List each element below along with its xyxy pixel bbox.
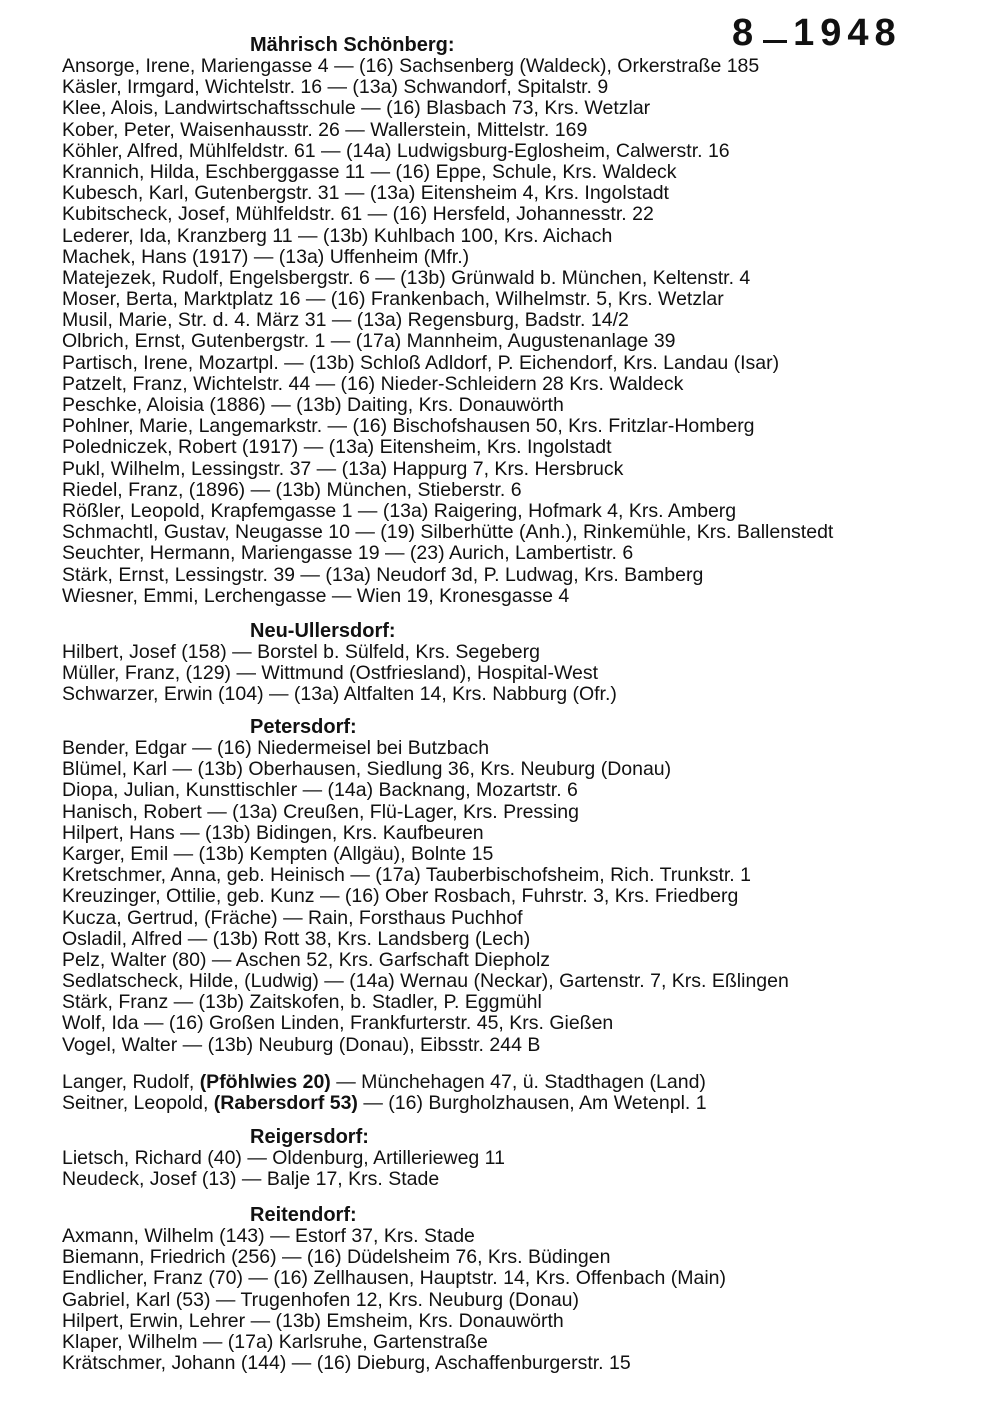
list-entry: Gabriel, Karl (53) — Trugenhofen 12, Krs. Neuburg (Donau) (62, 1288, 580, 1311)
list-entry: Vogel, Walter — (13b) Neuburg (Donau), Eibsstr. 244 B (62, 1033, 541, 1056)
section-petersdorf (62, 716, 960, 1056)
list-entry: Pelz, Walter (80) — Aschen 52, Krs. Garfschaft Diepholz (62, 948, 551, 971)
list-entry (62, 1072, 960, 1093)
list-entry: Schmachtl, Gustav, Neugasse 10 — (19) Silberhütte (Anh.), Rinkemühle, Krs. Ballenstedt (62, 521, 834, 544)
list-entry: Moser, Berta, Marktplatz 16 — (16) Frankenbach, Wilhelmstr. 5, Krs. Wetzlar (62, 288, 724, 311)
list-entry: Poledniczek, Robert (1917) — (13a) Eitensheim, Krs. Ingolstadt (62, 436, 612, 459)
entry-address: — (16) Burgholzhausen, Am Wetenpl. 1 (357, 1092, 707, 1115)
section-heading: Reigersdorf: (250, 1126, 369, 1148)
list-entry: Peschke, Aloisia (1886) — (13b) Daiting, Krs. Donauwörth (62, 394, 564, 416)
list-entry: Osladil, Alfred — (13b) Rott 38, Krs. Landsberg (Lech) (62, 927, 531, 950)
list-entry: Rößler, Leopold, Krapfemgasse 1 — (13a) Raigering, Hofmark 4, Krs. Amberg (62, 499, 737, 522)
list-entry: Olbrich, Ernst, Gutenbergstr. 1 — (17a) Mannheim, Augustenanlage 39 (62, 330, 676, 353)
section-misc-entries (62, 1072, 960, 1114)
section-heading: Mährisch Schönberg: (250, 34, 455, 56)
list-entry: Kucza, Gertrud, (Fräche) — Rain, Forsthaus Puchhof (62, 906, 523, 929)
entry-origin-bold: (Rabersdorf 53) (213, 1092, 358, 1115)
list-entry: Kober, Peter, Waisenhausstr. 26 — Wallerstein, Mittelstr. 169 (62, 118, 588, 141)
entry-name: Langer, Rudolf, (62, 1071, 200, 1093)
entry-address: — Münchehagen 47, ü. Stadthagen (Land) (330, 1071, 706, 1093)
list-entry: Riedel, Franz, (1896) — (13b) München, Stieberstr. 6 (62, 478, 522, 501)
list-entry: Köhler, Alfred, Mühlfeldstr. 61 — (14a) Ludwigsburg-Eglosheim, Calwerstr. 16 (62, 139, 730, 162)
list-entry: Kubitscheck, Josef, Mühlfeldstr. 61 — (16) Hersfeld, Johannesstr. 22 (62, 203, 654, 226)
list-entry: Karger, Emil — (13b) Kempten (Allgäu), Bolnte 15 (62, 842, 494, 865)
list-entry: Klee, Alois, Landwirtschaftsschule — (16) Blasbach 73, Krs. Wetzlar (62, 97, 651, 120)
list-entry: Bender, Edgar — (16) Niedermeisel bei Butzbach (62, 737, 490, 759)
list-entry: Blümel, Karl — (13b) Oberhausen, Siedlung 36, Krs. Neuburg (Donau) (62, 758, 672, 781)
entry-origin-bold: (Pföhlwies 20) (199, 1071, 331, 1093)
list-entry: Matejezek, Rudolf, Engelsbergstr. 6 — (13b) Grünwald b. München, Keltenstr. 4 (62, 266, 751, 289)
list-entry: Krannich, Hilda, Eschberggasse 11 — (16) Eppe, Schule, Krs. Waldeck (62, 160, 677, 183)
list-entry: Pukl, Wilhelm, Lessingstr. 37 — (13a) Happurg 7, Krs. Hersbruck (62, 457, 624, 480)
list-entry: Schwarzer, Erwin (104) — (13a) Altfalten 14, Krs. Nabburg (Ofr.) (62, 683, 617, 706)
list-entry: Lietsch, Richard (40) — Oldenburg, Artillerieweg 11 (62, 1147, 505, 1169)
list-entry: Machek, Hans (1917) — (13a) Uffenheim (Mfr.) (62, 245, 470, 268)
list-entry: Partisch, Irene, Mozartpl. — (13b) Schloß Adldorf, P. Eichendorf, Krs. Landau (Isar) (62, 351, 780, 374)
list-entry: Sedlatscheck, Hilde, (Ludwig) — (14a) Wernau (Neckar), Gartenstr. 7, Krs. Eßlingen (62, 970, 789, 993)
list-entry: Wiesner, Emmi, Lerchengasse — Wien 19, Kronesgasse 4 (62, 584, 570, 607)
list-entry: Seuchter, Hermann, Mariengasse 19 — (23) Aurich, Lambertistr. 6 (62, 542, 634, 565)
list-entry: Käsler, Irmgard, Wichtelstr. 16 — (13a) Schwandorf, Spitalstr. 9 (62, 76, 609, 99)
list-entry: Kreuzinger, Ottilie, geb. Kunz — (16) Ober Rosbach, Fuhrstr. 3, Krs. Friedberg (62, 885, 739, 908)
list-entry: Wolf, Ida — (16) Großen Linden, Frankfurterstr. 45, Krs. Gießen (62, 1012, 614, 1035)
section-heading: Neu-Ullersdorf: (250, 620, 396, 642)
list-entry: Endlicher, Franz (70) — (16) Zellhausen, Hauptstr. 14, Krs. Offenbach (Main) (62, 1267, 727, 1290)
list-entry: Neudeck, Josef (13) — Balje 17, Krs. Stade (62, 1168, 440, 1191)
list-entry: Stärk, Franz — (13b) Zaitskofen, b. Stadler, P. Eggmühl (62, 991, 542, 1014)
entry-name: Seitner, Leopold, (62, 1092, 214, 1115)
list-entry: Hanisch, Robert — (13a) Creußen, Flü-Lager, Krs. Pressing (62, 800, 579, 823)
section-maehrisch-schoenberg (62, 34, 960, 607)
list-entry: Stärk, Ernst, Lessingstr. 39 — (13a) Neudorf 3d, P. Ludwag, Krs. Bamberg (62, 563, 704, 586)
list-entry: Ansorge, Irene, Mariengasse 4 — (16) Sachsenberg (Waldeck), Orkerstraße 185 (62, 55, 760, 77)
list-entry: Hilpert, Hans — (13b) Bidingen, Krs. Kaufbeuren (62, 821, 484, 844)
section-reigersdorf (62, 1126, 960, 1190)
list-entry: Lederer, Ida, Kranzberg 11 — (13b) Kuhlbach 100, Krs. Aichach (62, 224, 613, 247)
list-entry: Pohlner, Marie, Langemarkstr. — (16) Bischofshausen 50, Krs. Fritzlar-Homberg (62, 415, 755, 438)
list-entry: Hilpert, Erwin, Lehrer — (13b) Emsheim, Krs. Donauwörth (62, 1309, 564, 1332)
list-entry: Biemann, Friedrich (256) — (16) Düdelsheim 76, Krs. Büdingen (62, 1246, 611, 1269)
list-entry: Patzelt, Franz, Wichtelstr. 44 — (16) Nieder-Schleidern 28 Krs. Waldeck (62, 372, 684, 395)
list-entry: Axmann, Wilhelm (143) — Estorf 37, Krs. Stade (62, 1225, 475, 1247)
section-heading: Petersdorf: (250, 716, 357, 738)
list-entry (62, 1093, 960, 1114)
list-entry: Diopa, Julian, Kunsttischler — (14a) Backnang, Mozartstr. 6 (62, 779, 578, 802)
section-neu-ullersdorf (62, 620, 960, 706)
list-entry: Hilbert, Josef (158) — Borstel b. Sülfeld, Krs. Segeberg (62, 641, 540, 663)
list-entry: Müller, Franz, (129) — Wittmund (Ostfriesland), Hospital-West (62, 662, 599, 685)
list-entry: Klaper, Wilhelm — (17a) Karlsruhe, Gartenstraße (62, 1330, 488, 1353)
section-heading: Reitendorf: (250, 1204, 357, 1226)
page-mark-left: 8 (732, 12, 760, 54)
list-entry: Krätschmer, Johann (144) — (16) Dieburg, Aschaffenburgerstr. 15 (62, 1352, 631, 1375)
list-entry: Kubesch, Karl, Gutenbergstr. 31 — (13a) Eitensheim 4, Krs. Ingolstadt (62, 182, 669, 205)
list-entry: Musil, Marie, Str. d. 4. März 31 — (13a) Regensburg, Badstr. 14/2 (62, 309, 629, 332)
list-entry: Kretschmer, Anna, geb. Heinisch — (17a) Tauberbischofsheim, Rich. Trunkstr. 1 (62, 864, 751, 887)
section-reitendorf (62, 1204, 960, 1374)
page-mark-right: 1948 (793, 12, 902, 54)
